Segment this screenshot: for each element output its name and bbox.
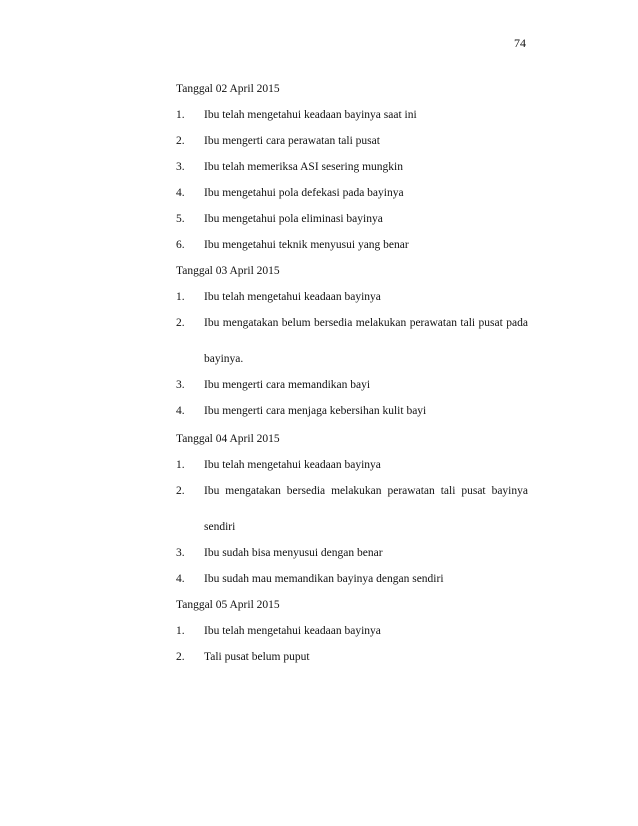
page-content [176, 80, 528, 666]
list-item-number: 2. [176, 485, 185, 497]
list-item-text: Ibu sudah bisa menyusui dengan benar [204, 547, 383, 559]
list-item [176, 106, 528, 124]
list-item-number: 3. [176, 379, 185, 391]
list-item [176, 236, 528, 254]
list-item-text: Ibu mengetahui teknik menyusui yang benar [204, 239, 409, 251]
list-item-number: 4. [176, 405, 185, 417]
list-item-number: 4. [176, 573, 185, 585]
list-item [176, 570, 528, 588]
section-date-heading: Tanggal 05 April 2015 [176, 599, 280, 611]
list-item-number: 1. [176, 291, 185, 303]
list-item-number: 2. [176, 651, 185, 663]
list-item-text: Ibu mengetahui pola defekasi pada bayinya [204, 187, 404, 199]
list-item-text: Tali pusat belum puput [204, 651, 310, 663]
list-item-number: 1. [176, 459, 185, 471]
list-item [176, 456, 528, 474]
list-item [176, 648, 528, 666]
list-item-text: Ibu telah mengetahui keadaan bayinya [204, 459, 381, 471]
list-item-number: 1. [176, 625, 185, 637]
list-item [176, 158, 528, 176]
list-item [176, 376, 528, 394]
list-item [176, 210, 528, 228]
list-item-number: 2. [176, 317, 185, 329]
list-item-number: 3. [176, 547, 185, 559]
list-item-number: 3. [176, 161, 185, 173]
list-item [176, 402, 528, 420]
list-item-text: Ibu telah mengetahui keadaan bayinya [204, 625, 381, 637]
list-item-number: 2. [176, 135, 185, 147]
list-item-number: 1. [176, 109, 185, 121]
section-date-heading: Tanggal 04 April 2015 [176, 433, 280, 445]
list-item-text: Ibu mengerti cara memandikan bayi [204, 379, 371, 391]
list-item [176, 482, 528, 536]
list-item-text: Ibu telah mengetahui keadaan bayinya [204, 291, 381, 303]
list-item-number: 4. [176, 187, 185, 199]
list-item-text: Ibu mengetahui pola eliminasi bayinya [204, 213, 383, 225]
list-item [176, 288, 528, 306]
list-item-text: Ibu telah mengetahui keadaan bayinya saat ini [204, 109, 417, 121]
list-item-text: Ibu mengerti cara menjaga kebersihan kulit bayi [204, 405, 427, 417]
list-item-text: Ibu mengatakan bersedia melakukan perawatan tali pusat bayinya sendiri [204, 485, 528, 533]
list-item-text: Ibu mengerti cara perawatan tali pusat [204, 135, 380, 147]
list-item [176, 314, 528, 368]
section-date-heading: Tanggal 02 April 2015 [176, 83, 280, 95]
list-item-text: Ibu sudah mau memandikan bayinya dengan sendiri [204, 573, 444, 585]
page-number: 74 [514, 36, 526, 50]
list-item [176, 622, 528, 640]
list-item-text: Ibu mengatakan belum bersedia melakukan perawatan tali pusat pada bayinya. [204, 317, 528, 365]
list-item-text: Ibu telah memeriksa ASI sesering mungkin [204, 161, 403, 173]
section-date-heading: Tanggal 03 April 2015 [176, 265, 280, 277]
list-item [176, 544, 528, 562]
list-item-number: 5. [176, 213, 185, 225]
list-item [176, 132, 528, 150]
list-item [176, 184, 528, 202]
list-item-number: 6. [176, 239, 185, 251]
